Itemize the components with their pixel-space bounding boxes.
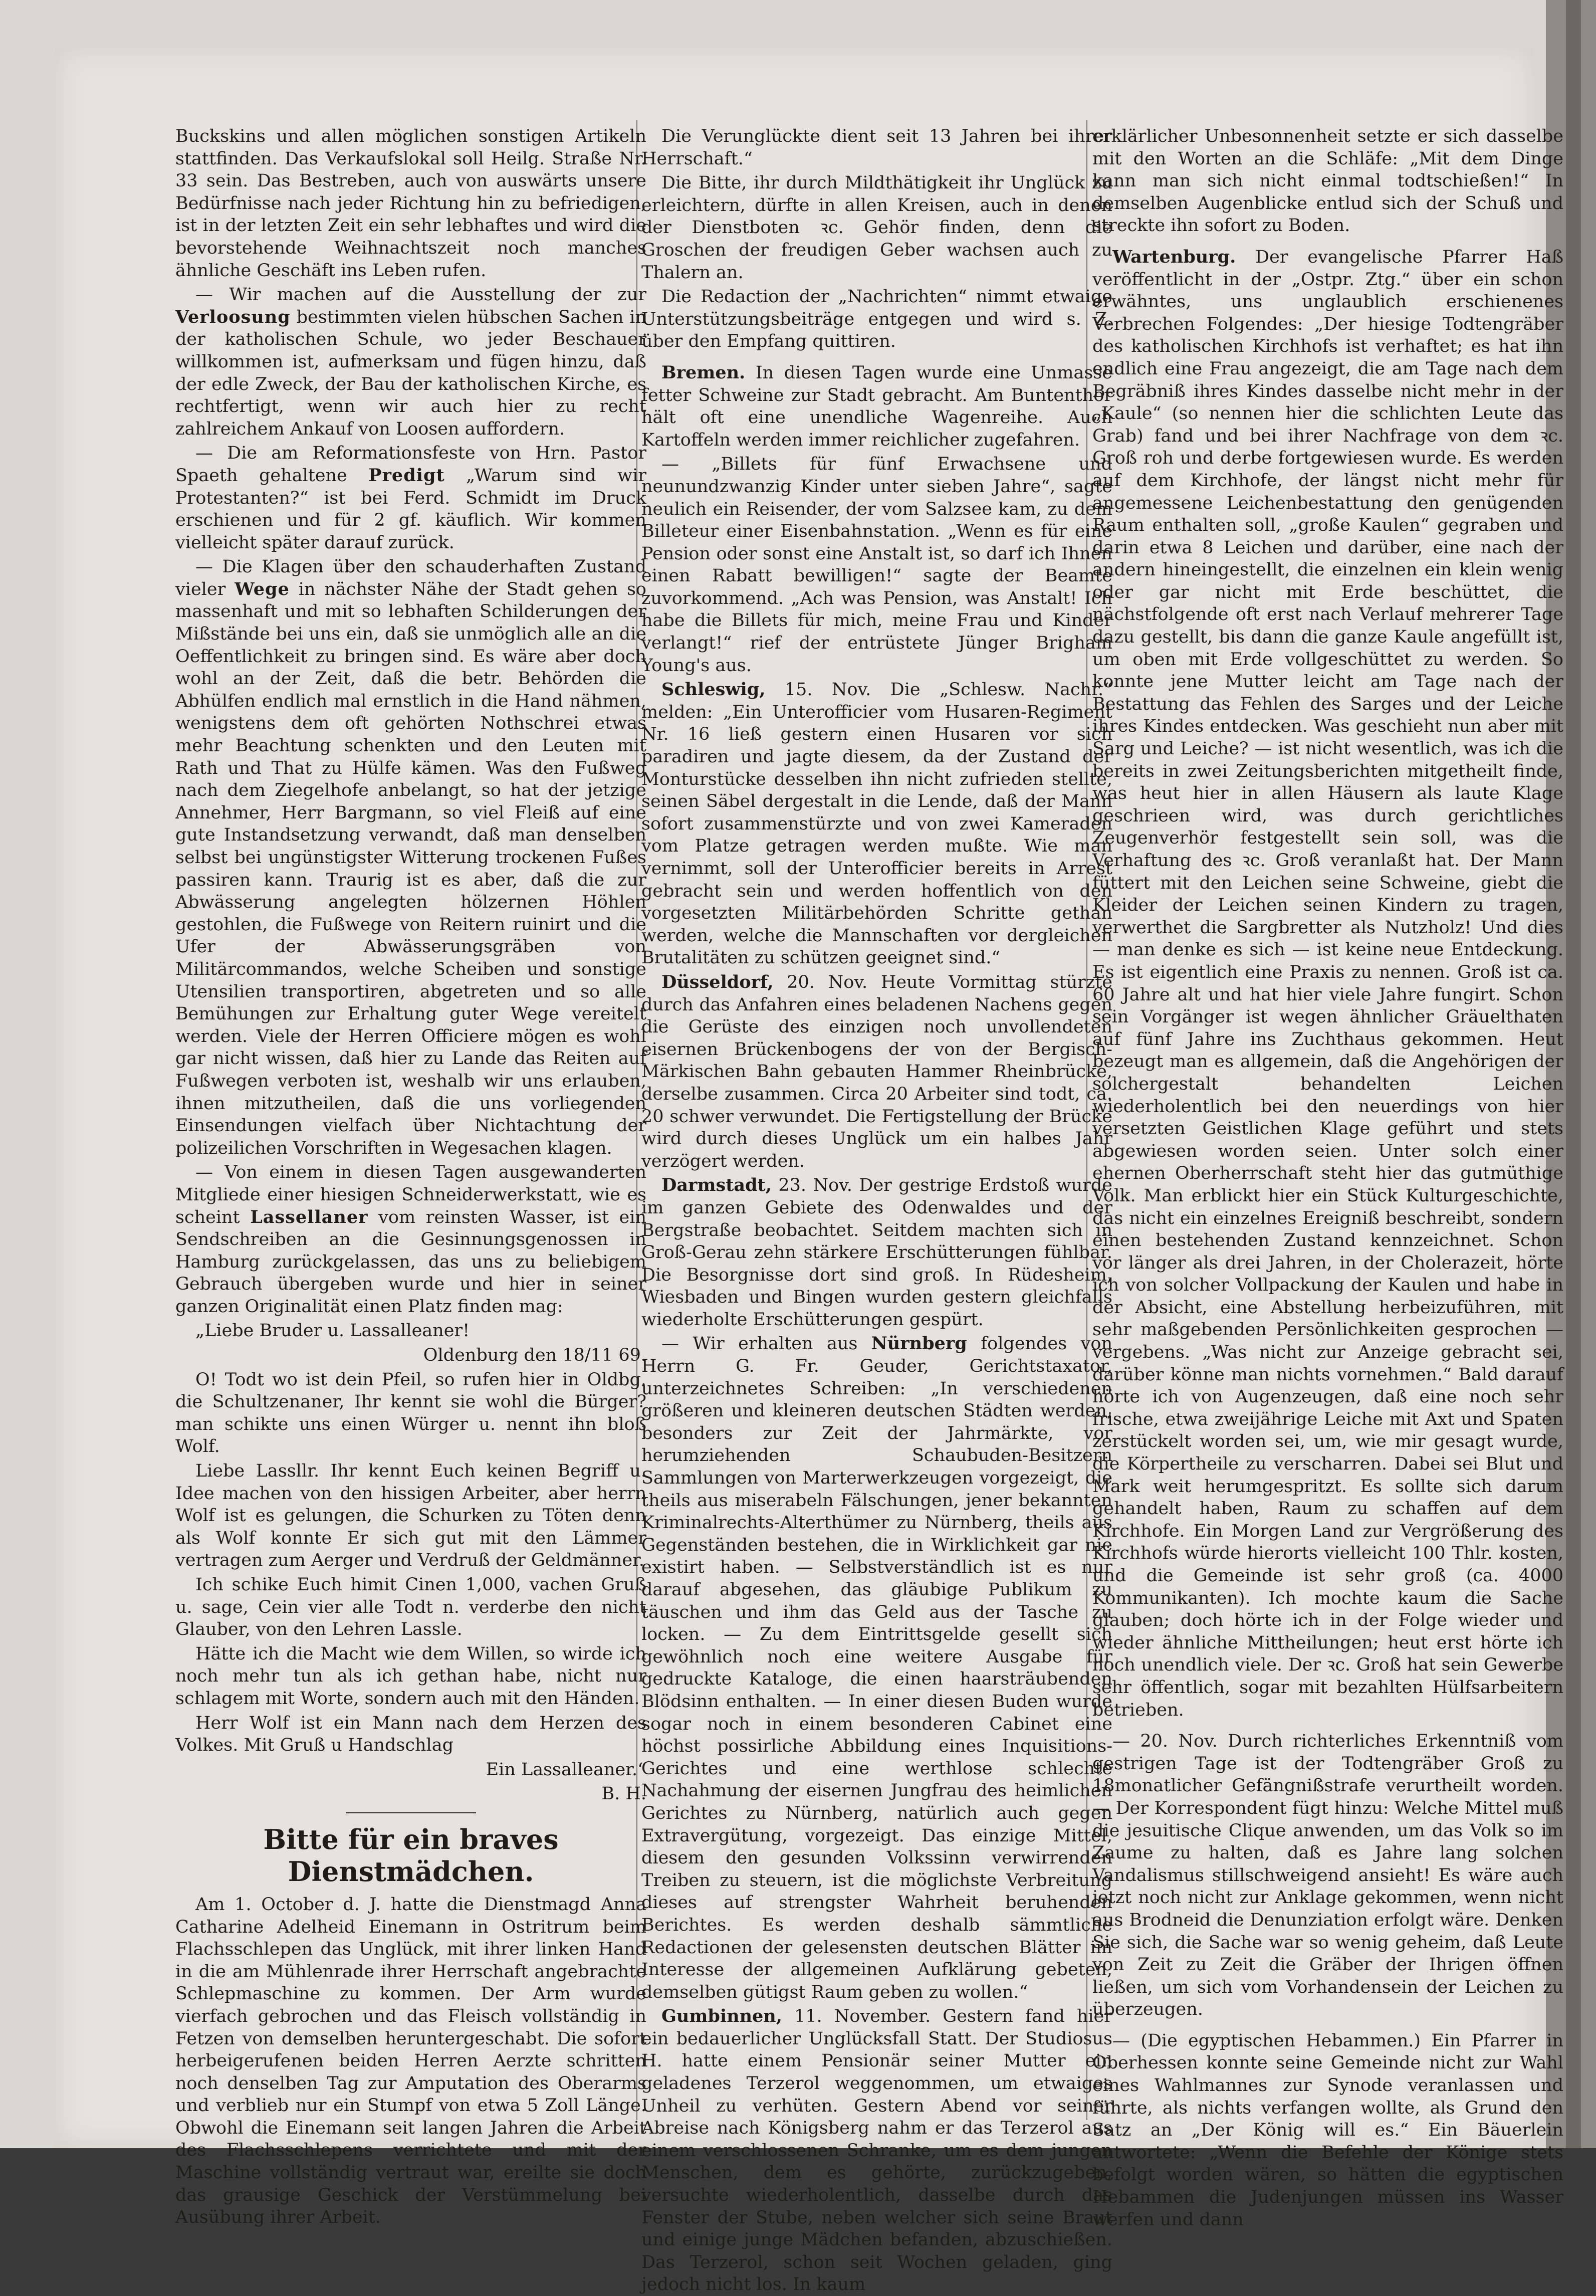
- column-1: [175, 125, 646, 2228]
- text-run: — Von einem in diesen Tagen ausgewanderten Mitgliede einer hiesigen Schneiderwerkstatt, wie es scheint: [175, 1162, 646, 1227]
- paragraph: [175, 1161, 646, 1318]
- news-item: [641, 362, 1112, 451]
- keyword: Lassellaner: [250, 1206, 368, 1227]
- dateline: Nürnberg: [871, 1333, 967, 1354]
- news-item: [641, 679, 1112, 969]
- text-run: — Die Klagen über den schauderhaften Zustand vieler: [175, 557, 646, 599]
- text-run: Der evangelische Pfarrer Haß veröffentlicht in der „Ostpr. Ztg.“ über ein schon erwähntes, uns unglaublich erschienenes Verbrechen Folgendes: „Der hiesige Todtengräber des katholischen Kirchhofs ist verhaftet; es hat ihn endlich eine Frau angezeigt, die am Tage nach dem Begräbniß ihres Kindes dasselbe nicht mehr in der „Kaule“ (so nennen hier die schlichten Leute das Grab) fand und bei ihrer Nachfrage von dem ꝛc. Groß roh und derbe fortgewiesen wurde. Es werden auf dem Kirchhofe, der längst nicht mehr für angemessene Leichenbestattung den genügenden Raum enthalten soll, „große Kaulen“ gegraben und darin etwa 8 Leichen und darüber, eine nach der andern hineingestellt, die einzelnen ein klein wenig oder gar nicht mit Erde beschüttet, die nächstfolgende oft erst nach Verlauf mehrerer Tage dazu gestellt, bis dann die ganze Kaule angefüllt ist, um oben mit Erde vollgeschüttet zu werden. So konnte jene Mutter leicht am Tage nach der Bestattung das Fehlen des Sarges und der Leiche ihres Kindes entdecken. Was geschieht nun aber mit Sarg und Leiche? — ist nicht wesentlich, was ich die bereits in zwei Zeitungsberichten mitgetheilt finde, was heut hier in allen Häusern als laute Klage geschrieen wird, was durch gerichtliches Zeugenverhör festgestellt sein soll, was die Verhaftung des ꝛc. Groß veranlaßt hat. Der Mann füttert mit den Leichen seine Schweine, giebt die Kleider der Leichen seinen Kindern zu tragen, verwerthet die Sargbretter als Nutzholz! Und dies — man denke es sich — ist keine neue Entdeckung. Es ist eigentlich eine Praxis zu nennen. Groß ist ca. 60 Jahre alt und hat hier viele Jahre fungirt. Schon sein Vorgänger ist wegen ähnlicher Gräuelthaten auf fünf Jahre ins Zuchthaus gekommen. Heut bezeugt man es allgemein, daß die Angehörigen der solchergestalt behandelten Leichen wiederholentlich bei den neuerdings von hier versetzten Geistlichen Klage geführt und stets abgewiesen worden seien. Unter solch einer ehernen Oberherrschaft steht hier das gutmüthige Volk. Man erblickt hier ein Stück Kulturgeschichte, das nicht ein einzelnes Ereigniß beschreibt, sondern einen bestehenden Zustand kennzeichnet. Schon vor länger als drei Jahren, in der Cholerazeit, hörte ich von solcher Vollpackung der Kaulen und habe in der Absicht, eine Abstellung herbeizuführen, mit sehr maßgebenden Persönlichkeiten gesprochen — vergebens. „Was nicht zur Anzeige gebracht sei, darüber könne man nichts vornehmen.“ Bald darauf hörte ich von Augenzeugen, daß eine noch sehr frische, etwa zweijährige Leiche mit Axt und Spaten zerstückelt worden sei, um, wie mir gesagt wurde, die Körpertheile zu verscharren. Dabei sei Blut und Mark weit herumgespritzt. Es sollte sich darum gehandelt haben, Raum zu schaffen auf dem Kirchhofe. Ein Morgen Land zur Vergrößerung des Kirchhofs würde hierorts vielleicht 100 Thlr. kosten, und die Gemeinde ist sehr groß (ca. 4000 Kommunikanten). Ich mochte kaum die Sache glauben; doch hörte ich in der Folge wieder und wieder ähnliche Mittheilungen; heut erst hörte ich noch unendlich viele. Der ꝛc. Groß hat sein Gewerbe sehr öffentlich, sogar mit bezahlten Hülfsarbeitern betrieben.: [1092, 247, 1563, 1720]
- text-run: 20. Nov. Heute Vormittag stürzte durch das Anfahren eines beladenen Nachens gegen die Gerüste des einzigen noch unvollendeten eisernen Brückenbogens der von der Bergisch-Märkischen Bahn gebauten Hammer Rheinbrücke, derselbe zusammen. Circa 20 Arbeiter sind todt, ca. 20 schwer verwundet. Die Fertigstellung der Brücke wird durch dieses Unglück um ein halbes Jahr verzögert werden.: [641, 972, 1112, 1171]
- keyword: Verloosung: [175, 306, 291, 327]
- text-run: 11. November. Gestern fand hier ein bedauerlicher Unglücksfall Statt. Der Studiosus H. hatte einem Pensionär seiner Mutter ein geladenes Terzerol weggenommen, um etwaiges Unheil zu verhüten. Gestern Abend vor seiner Abreise nach Königsberg nahm er das Terzerol aus einem verschlossenen Schranke, um es dem jungen Menschen, dem es gehörte, zurückzugeben, versuchte wiederholentlich, dasselbe durch das Fenster der Stube, neben welcher sich seine Braut und einige junge Mädchen befanden, abzuschießen. Das Terzerol, schon seit Wochen geladen, ging jedoch nicht los. In kaum: [641, 2006, 1112, 2295]
- paragraph: Die Bitte, ihr durch Mildthätigkeit ihr Unglück zu erleichtern, dürfte in allen Kreisen, auch in denen der Dienstboten ꝛc. Gehör finden, denn die Groschen der freudigen Geber wachsen auch zu Thalern an.: [641, 173, 1112, 283]
- news-item: [641, 1333, 1112, 2003]
- dateline: Gumbinnen,: [661, 2006, 782, 2027]
- paragraph: O! Todt wo ist dein Pfeil, so rufen hier in Oldbg. die Schultzenaner, Ihr kennt sie wohl die Bürger? man schikte uns einen Würger u. nennt ihn bloß Wolf.: [175, 1369, 646, 1457]
- text-run: — Die am Reformationsfeste von Hrn. Pastor Spaeth gehaltene: [175, 443, 646, 486]
- letter-signature: Ein Lassalleaner.“: [486, 1759, 646, 1780]
- paragraph: Am 1. October d. J. hatte die Dienstmagd Anna Catharine Adelheid Einemann in Ostritrum beim Flachsschlepen das Unglück, mit ihrer linken Hand in die am Mühlenrade ihrer Herrschaft angebrachte Schlepmaschine zu kommen. Der Arm wurde vierfach gebrochen und das Fleisch vollständig in Fetzen von demselben heruntergeschabt. Die sofort herbeigerufenen beiden Herren Aerzte schritten noch denselben Tag zur Amputation des Oberarms und verblieb nur ein Stumpf von etwa 5 Zoll Länge. Obwohl die Einemann seit langen Jahren die Arbeit des Flachsschlepens verrichtete und mit der Maschine vollständig vertraut war, ereilte sie doch das grausige Geschick der Verstümmelung bei Ausübung ihrer Arbeit.: [175, 1894, 646, 2228]
- keyword: Wege: [235, 578, 290, 599]
- section-rule: [346, 1812, 476, 1813]
- paragraph: erklärlicher Unbesonnenheit setzte er sich dasselbe mit den Worten an die Schläfe: „Mit dem Dinge kann man sich nicht einmal todtschießen!“ In demselben Augenblicke entlud sich der Schuß und streckte ihn sofort zu Boden.: [1092, 126, 1563, 236]
- letter-date: Oldenburg den 18/11 69.: [423, 1345, 646, 1366]
- text-run: — Wir erhalten aus: [661, 1334, 871, 1354]
- paragraph: [175, 556, 646, 1159]
- paragraph: Ich schike Euch himit Cinen 1,000, vachen Gruß u. sage, Cein vier alle Todt n. verderbe den nicht Glauber, von den Lehren Lassle.: [175, 1575, 646, 1640]
- paragraph: — „Billets für fünf Erwachsene und neunundzwanzig Kinder unter sieben Jahre“, sagte neulich ein Reisender, der vom Salzsee kam, zu dem Billeteur einer Eisenbahnstation. „Wenn es für eine Pension oder sonst eine Anstalt ist, so darf ich Ihnen einen Rabatt bewilligen!“ sagte der Beamte zuvorkommend. „Ach was Pension, was Anstalt! Ich habe die Billets für mich, meine Frau und Kinder verlangt!“ rief der entrüstete Jünger Brigham Young's aus.: [641, 454, 1112, 676]
- dateline: Schleswig,: [661, 679, 766, 700]
- text-run: 23. Nov. Der gestrige Erdstoß wurde im ganzen Gebiete des Odenwaldes und der Bergstraße beobachtet. Seitdem machten sich in Groß-Gerau zehn stärkere Erschütterungen fühlbar. Die Besorgnisse dort sind groß. In Rüdesheim, Wiesbaden und Bingen wurden gestern gleichfalls wiederholte Erschütterungen gespürt.: [641, 1175, 1112, 1330]
- news-item: [1092, 246, 1563, 1721]
- text-run: bestimmten vielen hübschen Sachen in der katholischen Schule, wo jeder Beschauer willkommen ist, aufmerksam und fügen hinzu, daß der edle Zweck, der Bau der katholischen Kirche, es rechtfertigt, wenn wir auch hier zu recht zahlreichem Ankauf von Loosen auffordern.: [175, 307, 646, 439]
- news-item: [641, 971, 1112, 1172]
- author-initials: B. H.: [601, 1784, 646, 1804]
- paragraph: [175, 442, 646, 554]
- dateline: Darmstadt,: [661, 1175, 772, 1196]
- article-heading: Bitte für ein braves Dienstmädchen.: [263, 1823, 559, 1888]
- text-run: vom reinsten Wasser, ist ein Sendschreiben an die Gesinnungsgenossen in Hamburg zurückgelassen, das uns zu beliebigem Gebrauch übergeben wurde und hier in seiner ganzen Originalität einen Platz finden mag:: [175, 1207, 646, 1317]
- paragraph: Herr Wolf ist ein Mann nach dem Herzen des Volkes. Mit Gruß u Handschlag: [175, 1713, 646, 1756]
- page-edge-shadow: [1566, 0, 1581, 2148]
- dateline: Wartenburg.: [1112, 246, 1236, 267]
- text-run: folgendes von Herrn G. Fr. Geuder, Gerichtstaxator, unterzeichnetes Schreiben: „In verschiedenen größeren und kleineren deutschen Städten werden, besonders zur Zeit der Jahrmärkte, vor herumziehenden Schaubuden-Besitzern Sammlungen von Marterwerkzeugen vorgezeigt, die theils aus miserabeln Fälschungen, jener bekannten Kriminalrechts-Alterthümer zu Nürnberg, theils aus Gegenständen bestehen, die in Wirklichkeit gar nie existirt haben. — Selbstverständlich ist es nur darauf abgesehen, das gläubige Publikum zu täuschen und ihm das Geld aus der Tasche zu locken. — Zu dem Eintrittsgelde gesellt sich gewöhnlich noch eine weitere Ausgabe für gedruckte Kataloge, die einen haarsträubenden Blödsinn enthalten. — In einer diesen Buden wurde sogar noch in einem besonderen Cabinet eine höchst possirliche Abbildung eines Inquisitions-Gerichtes und eine werthlose schlechte Nachahmung der eisernen Jungfrau des heimlichen Gerichtes zu Nürnberg, natürlich auch gegen Extravergütung, vorgezeigt. Das einzige Mittel, diesem den gesunden Volkssinn verwirrenden Treiben zu steuern, ist die möglichste Verbreitung dieses auf strengster Wahrheit beruhenden Berichtes. Es werden deshalb sämmtliche Redactionen der gelesensten deutschen Blätter im Interesse der allgemeinen Aufklärung gebeten, demselben gütigst Raum geben zu wollen.“: [641, 1334, 1112, 2002]
- keyword: Predigt: [368, 465, 445, 486]
- paragraph: Buckskins und allen möglichen sonstigen Artikeln stattfinden. Das Verkaufslokal soll Heilg. Straße Nr. 33 sein. Das Bestreben, auch von auswärts unsere Bedürfnisse nach jeder Richtung hin zu befriedigen, ist in der letzten Zeit ein sehr lebhaftes und wird die bevorstehende Weihnachtszeit noch manches ähnliche Geschäft ins Leben rufen.: [175, 126, 646, 281]
- column-3: [1092, 125, 1563, 2230]
- text-run: — Wir machen auf die Ausstellung der zur: [195, 285, 646, 305]
- paragraph: [175, 284, 646, 440]
- news-item: [641, 2005, 1112, 2296]
- letter-salutation: „Liebe Bruder u. Lassalleaner!: [195, 1321, 470, 1341]
- text-run: „Warum sind wir Protestanten?“ ist bei Ferd. Schmidt im Druck erschienen und für 2 gf. käuflich. Wir kommen vielleicht später darauf zurück.: [175, 465, 646, 553]
- paragraph: Die Redaction der „Nachrichten“ nimmt etwaige Unterstützungsbeiträge entgegen und wird s. Z. über den Empfang quittiren.: [641, 287, 1112, 352]
- column-2: [641, 125, 1112, 2295]
- text-run: In diesen Tagen wurde eine Unmasse fetter Schweine zur Stadt gebracht. Am Buntenthor hält oft eine unendliche Wagenreihe. Auch Kartoffeln werden immer reichlicher zugefahren.: [641, 362, 1112, 450]
- paragraph: — (Die egyptischen Hebammen.) Ein Pfarrer in Oberhessen konnte seine Gemeinde nicht zur Wahl eines Wahlmannes zur Synode veranlassen und führte, als nichts verfangen wollte, als Grund den Satz an „Der König will es.“ Ein Bäuerlein antwortete: „Wenn die Befehle der Könige stets befolgt worden wären, so hätten die egyptischen Hebammen die Judenjungen müssen ins Wasser werfen und dann: [1092, 2030, 1563, 2230]
- dateline: Düsseldorf,: [661, 971, 774, 992]
- dateline: Bremen.: [661, 362, 746, 383]
- text-run: in nächster Nähe der Stadt gehen so massenhaft und mit so lebhaften Schilderungen der Mißstände bei uns ein, daß sie unmöglich alle an die Oeffentlichkeit zu bringen sind. Es wäre aber doch wohl an der Zeit, daß die betr. Behörden die Abhülfen endlich mal ernstlich in die Hand nähmen, wenigstens dem oft gehörten Nothschrei etwas mehr Beachtung schenkten und den Leuten mit Rath und That zu Hülfe kämen. Was den Fußweg nach dem Ziegelhofe anbelangt, so hat der jetzige Annehmer, Herr Bargmann, so viel Fleiß auf eine gute Instandsetzung verwandt, daß man denselben selbst bei ungünstigster Witterung trockenen Fußes passiren kann. Traurig ist es aber, daß die zur Abwässerung angelegten hölzernen Höhlen gestohlen, die Fußwege von Reitern ruinirt und die Ufer der Abwässerungsgräben von Militärcommandos, welche Scheiben und sonstige Utensilien transportiren, abgetreten und so alle Bemühungen zur Erhaltung guter Wege vereitelt werden. Viele der Herren Officiere mögen es wohl gar nicht wissen, daß hier zu Lande das Reiten auf Fußwegen verboten ist, weshalb wir uns erlauben, ihnen mitzutheilen, daß die uns vorliegenden Einsendungen vielfach über Nichtachtung der polizeilichen Vorschriften in Wegesachen klagen.: [175, 579, 646, 1158]
- paragraph: Die Verunglückte dient seit 13 Jahren bei ihrer Herrschaft.“: [641, 126, 1112, 169]
- text-run: 15. Nov. Die „Schlesw. Nachr.“ melden: „Ein Unterofficier vom Husaren-Regiment Nr. 16 ließ gestern einen Husaren vor sich paradiren und jagte diesem, da der Zustand der Monturstücke desselben ihn nicht zufrieden stellte, seinen Säbel dergestalt in die Lende, daß der Mann sofort zusammenstürzte und von zwei Kameraden vom Platze getragen werden mußte. Wie man vernimmt, soll der Unterofficier bereits in Arrest gebracht sein und werden hoffentlich von den vorgesetzten Militärbehörden Schritte gethan werden, welche die Mannschaften vor dergleichen Brutalitäten zu schützen geeignet sind.“: [641, 680, 1112, 968]
- paragraph: — 20. Nov. Durch richterliches Erkenntniß vom gestrigen Tage ist der Todtengräber Groß zu 18monatlicher Gefängnißstrafe verurtheilt worden. — Der Korrespondent fügt hinzu: Welche Mittel muß die jesuitische Clique anwenden, um das Volk so im Zaume zu halten, daß es Jahre lang solchen Vandalismus stillschweigend ansieht! Es wäre auch jetzt noch nicht zur Anklage gekommen, wenn nicht aus Brodneid die Denunziation erfolgt wäre. Denken Sie sich, die Sache war so wenig geheim, daß Leute von Zeit zu Zeit die Gräber der Ihrigen öffnen ließen, um sich vom Vorhandensein der Leichen zu überzeugen.: [1092, 1731, 1563, 2020]
- paragraph: Hätte ich die Macht wie dem Willen, so wirde ich noch mehr tun als ich gethan habe, nicht nur schlagem mit Worte, sondern auch mit den Händen.: [175, 1643, 646, 1709]
- paragraph: Liebe Lassllr. Ihr kennt Euch keinen Begriff u. Idee machen von den hissigen Arbeiter, aber herrn Wolf ist es gelungen, die Schurken zu Töten denn als Wolf konnte Er sich gut mit den Lämmer vertragen zum Aerger und Verdruß der Geldmänner.: [175, 1461, 646, 1571]
- news-item: [641, 1174, 1112, 1331]
